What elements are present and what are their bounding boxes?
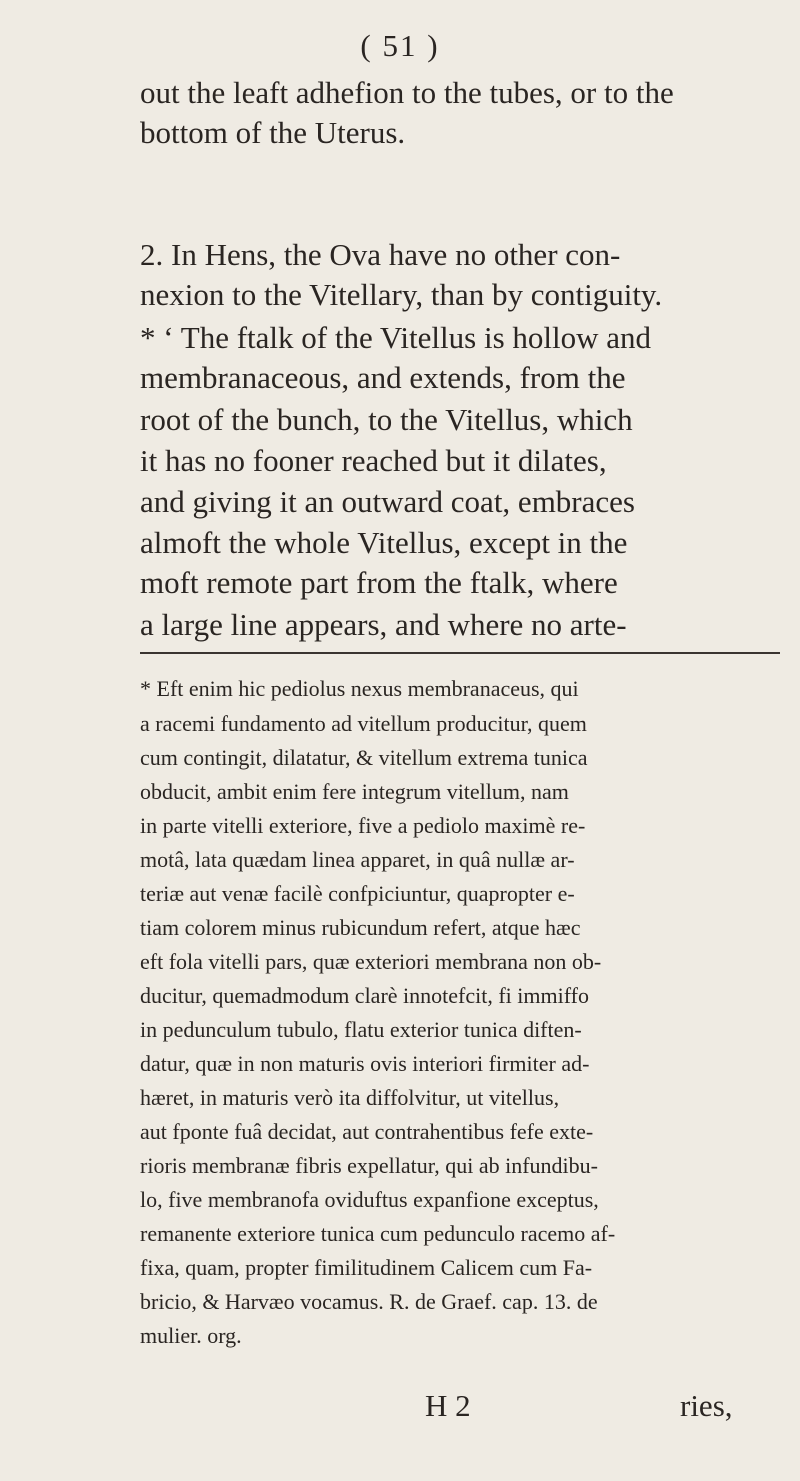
footnote-line: * Eft enim hic pediolus nexus membranaceus, qui [140, 676, 579, 701]
footnote-line: motâ, lata quædam linea apparet, in quâ nullæ ar- [140, 847, 575, 872]
body-line: and giving it an outward coat, embraces [140, 484, 635, 519]
footnote-line: hæret, in maturis verò ita diffolvitur, ut vitellus, [140, 1085, 560, 1110]
footnote-line: tiam colorem minus rubicundum refert, atque hæc [140, 915, 581, 940]
footnote-line: fixa, quam, propter fimilitudinem Calicem cum Fa- [140, 1255, 593, 1280]
body-line: bottom of the Uterus. [140, 115, 406, 150]
body-line: it has no fooner reached but it dilates, [140, 443, 607, 478]
page-number-header: ( 51 ) [360, 28, 440, 63]
footnote-line: datur, quæ in non maturis ovis interiori firmiter ad- [140, 1051, 590, 1076]
footnote-line: bricio, & Harvæo vocamus. R. de Graef. cap. 13. de [140, 1289, 598, 1314]
footnote-line: eft fola vitelli pars, quæ exteriori membrana non ob- [140, 949, 602, 974]
body-line: * ‘ The ftalk of the Vitellus is hollow and [140, 320, 652, 355]
footnote-line: in parte vitelli exteriore, five a pediolo maximè re- [140, 813, 586, 838]
body-line: almoft the whole Vitellus, except in the [140, 525, 628, 560]
body-line: a large line appears, and where no arte- [140, 607, 627, 642]
footnote-line: obducit, ambit enim fere integrum vitellum, nam [140, 779, 569, 804]
body-line: root of the bunch, to the Vitellus, which [140, 402, 633, 437]
footnote-line: in pedunculum tubulo, flatu exterior tunica diften- [140, 1017, 582, 1042]
footnote-line: remanente exteriore tunica cum pedunculo racemo af- [140, 1221, 616, 1246]
body-line: membranaceous, and extends, from the [140, 360, 626, 395]
catchword: ries, [680, 1388, 733, 1423]
signature-mark: H 2 [425, 1388, 471, 1423]
footnote-line: lo, five membranofa oviduftus expanfione exceptus, [140, 1187, 599, 1212]
footnote-line: ducitur, quemadmodum clarè innotefcit, fi immiffo [140, 983, 589, 1008]
body-line: out the leaft adhefion to the tubes, or to the [140, 75, 674, 110]
footnote-line: mulier. org. [140, 1323, 242, 1348]
footnote-line: a racemi fundamento ad vitellum producitur, quem [140, 711, 587, 736]
footnote-line: aut fponte fuâ decidat, aut contrahentibus fefe exte- [140, 1119, 594, 1144]
footnote-line: cum contingit, dilatatur, & vitellum extrema tunica [140, 745, 588, 770]
footnote-line: teriæ aut venæ facilè confpiciuntur, quapropter e- [140, 881, 575, 906]
body-line: moft remote part from the ftalk, where [140, 565, 618, 600]
footnote-divider [140, 652, 780, 654]
footnote-line: rioris membranæ fibris expellatur, qui ab infundibu- [140, 1153, 598, 1178]
body-line: nexion to the Vitellary, than by contiguity. [140, 277, 663, 312]
body-line: 2. In Hens, the Ova have no other con- [140, 237, 621, 272]
